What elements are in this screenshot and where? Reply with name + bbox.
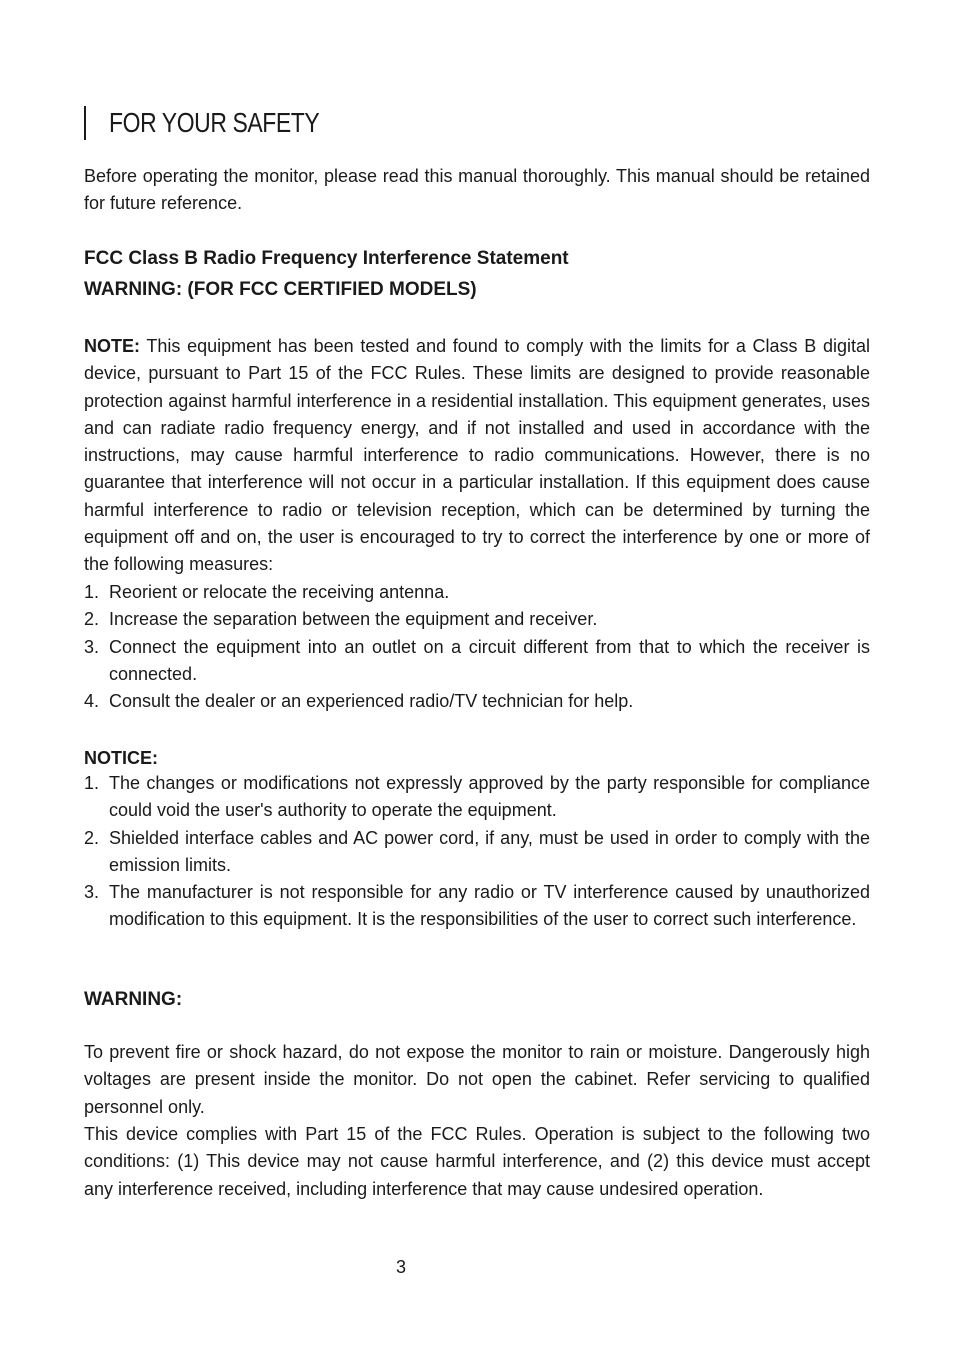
list-text: Connect the equipment into an outlet on a circuit different from that to which the receiver is connected. bbox=[109, 636, 870, 684]
fcc-warning-title: WARNING: (FOR FCC CERTIFIED MODELS) bbox=[84, 279, 477, 300]
list-number: 3. bbox=[84, 882, 100, 903]
intro-paragraph: Before operating the monitor, please read this manual thoroughly. This manual should be retained for future reference. bbox=[84, 166, 870, 214]
list-text: Reorient or relocate the receiving antenna. bbox=[109, 582, 450, 602]
list-text: The manufacturer is not responsible for any radio or TV interference caused by unauthorized modification to this equipment. It is the responsibilities of the user to correct such interference. bbox=[109, 882, 870, 930]
list-text: Consult the dealer or an experienced radio/TV technician for help. bbox=[109, 691, 634, 712]
list-number: 2. bbox=[84, 609, 100, 630]
list-number: 1. bbox=[84, 773, 100, 793]
list-text: Shielded interface cables and AC power cord, if any, must be used in order to comply with the emission limits. bbox=[109, 827, 870, 875]
warning-paragraph-compliance: This device complies with Part 15 of the FCC Rules. Operation is subject to the following two conditions: (1) This device may not cause harmful interference, and (2) this device must accept any interference received, including interference that may cause undesired operation. bbox=[84, 1124, 870, 1199]
section-heading bbox=[84, 106, 365, 140]
note-text: This equipment has been tested and found to comply with the limits for a Class B digital device, pursuant to Part 15 of the FCC Rules. These limits are designed to provide reasonable protection against harmful interference in a residential installation. This equipment generates, uses and can radiate radio frequency energy, and if not installed and used in accordance with the instructions, may cause harmful interference to radio communications. However, there is no guarantee that interference will not occur in a particular installation. If this equipment does cause harmful interference to radio or television reception, which can be determined by turning the equipment off and on, the user is encouraged to try to correct the interference by one or more of the following measures: bbox=[84, 336, 870, 575]
list-item bbox=[84, 579, 870, 606]
list-number: 2. bbox=[84, 827, 100, 848]
list-item bbox=[84, 688, 870, 715]
page-number: 3 bbox=[395, 1257, 406, 1277]
notice-label: NOTICE: bbox=[84, 748, 158, 768]
page-title: FOR YOUR SAFETY bbox=[109, 107, 320, 138]
list-number: 1. bbox=[84, 582, 100, 602]
list-item bbox=[84, 606, 870, 633]
list-item bbox=[84, 825, 870, 880]
list-item bbox=[84, 879, 870, 934]
warning-label: WARNING: bbox=[84, 989, 183, 1010]
note-paragraph bbox=[84, 333, 870, 579]
notice-list bbox=[84, 770, 870, 934]
list-text: Increase the separation between the equipment and receiver. bbox=[109, 609, 598, 630]
fcc-measures-list bbox=[84, 579, 870, 715]
list-item bbox=[84, 770, 870, 825]
note-label: NOTE: bbox=[84, 336, 140, 356]
heading-divider-bar bbox=[84, 106, 86, 140]
list-number: 4. bbox=[84, 691, 100, 712]
warning-paragraph-hazard: To prevent fire or shock hazard, do not expose the monitor to rain or moisture. Dangerously high voltages are present inside the monitor. Do not open the cabinet. Refer servicing to qualified personnel only. bbox=[84, 1042, 870, 1117]
list-number: 3. bbox=[84, 636, 100, 657]
list-item bbox=[84, 634, 870, 689]
list-text: The changes or modifications not expressly approved by the party responsible for compliance could void the user's authority to operate the equipment. bbox=[109, 773, 870, 821]
fcc-statement-title: FCC Class B Radio Frequency Interference Statement bbox=[84, 248, 569, 269]
